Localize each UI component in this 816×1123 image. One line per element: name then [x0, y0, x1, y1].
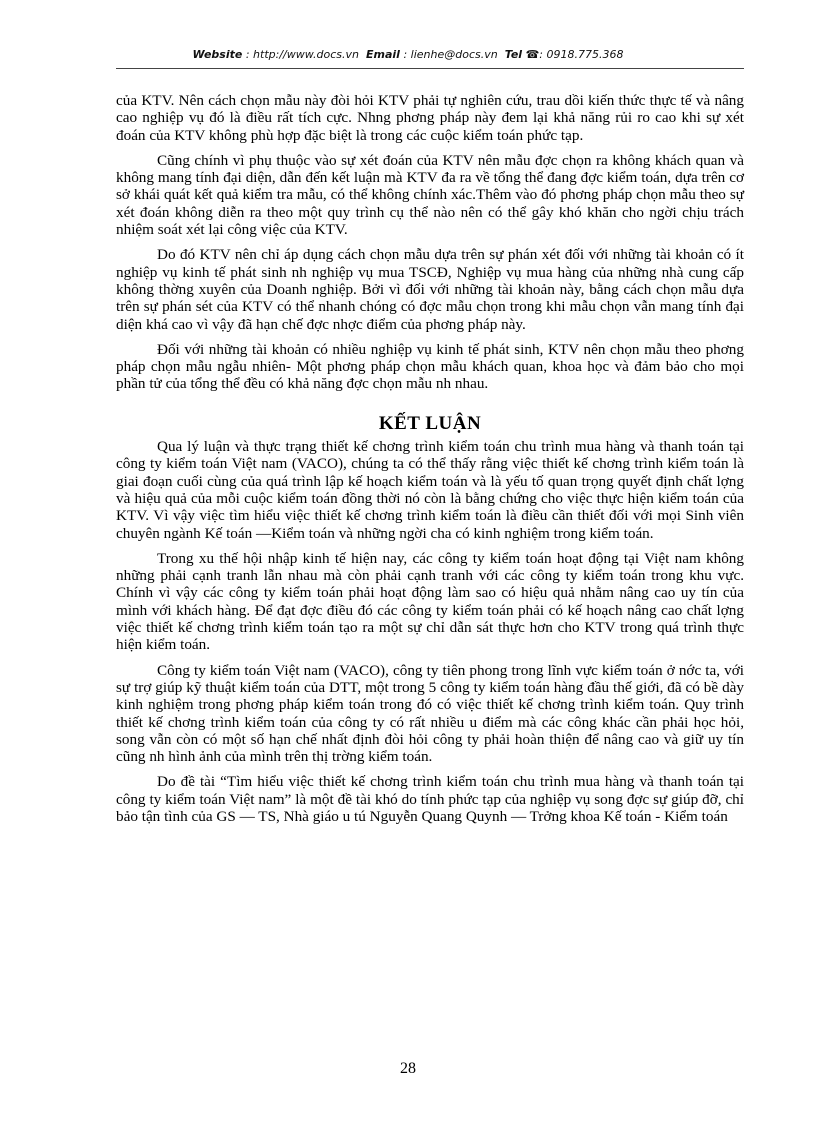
tel-value: : 0918.775.368: [539, 48, 624, 61]
paragraph: Do đó KTV nên chỉ áp dụng cách chọn mẫu dựa trên sự phán xét đối với những tài khoản có ít nghiệp vụ kinh tế phát sinh nh nghiệp vụ mua TSCĐ, Nghiệp vụ mua hàng của những nhà cung cấp không thờng xuyên của Doanh nghiệp. Bởi vì đối với những tài khoản này, bằng cách chọn mẫu dựa trên sự phán sét của KTV có thể nhanh chóng có đợc mẫu chọn trong khi mẫu chọn vẫn mang tính đại diện khá cao vì vậy đã hạn chế đợc nhợc điểm của phơng pháp này.: [116, 246, 744, 333]
page-number: 28: [400, 1060, 416, 1077]
paragraph: Trong xu thế hội nhập kinh tế hiện nay, các công ty kiểm toán hoạt động tại Việt nam không những phải cạnh tranh lẫn nhau mà còn phải cạnh tranh với các công ty kiểm toán trong khu vực. Chính vì vậy các công ty kiểm toán phải hoạt động làm sao có hiệu quả nhằm nâng cao uy tín của mình với khách hàng. Để đạt đợc điều đó các công ty kiểm toán phải có kế hoạch nâng cao chất lợng việc thiết kế chơng trình kiểm toán tạo ra một sự chỉ dẫn sát thực hơn cho KTV trong quá trình thực hiện kiểm toán.: [116, 549, 744, 654]
paragraph: Qua lý luận và thực trạng thiết kế chơng trình kiểm toán chu trình mua hàng và thanh toán tại công ty kiểm toán Việt nam (VACO), chúng ta có thể thấy rằng việc thiết kế chơng trình kiểm toán là giai đoạn cuối cùng của quá trình lập kế hoạch kiểm toán và là yếu tố quan trọng quyết định chất lợng và hiệu quả của mỗi cuộc kiểm toán đồng thời nó còn là bằng chứng cho việc thực hiện kiểm toán của KTV. Vì vậy việc tìm hiểu việc thiết kế chơng trình kiểm toán là điều cần thiết đối với mọi Sinh viên chuyên ngành Kế toán —Kiểm toán và những ngời cha có kinh nghiệm trong kiểm toán.: [116, 438, 744, 542]
email-label: Email: [366, 48, 400, 61]
page-body: [116, 92, 744, 833]
phone-icon: ☎: [525, 48, 540, 61]
website-value: : http://www.docs.vn: [245, 48, 360, 61]
website-label: Website: [192, 48, 243, 61]
paragraph: của KTV. Nên cách chọn mẫu này đòi hỏi KTV phải tự nghiên cứu, trau dồi kiến thức thực tế và nâng cao nghiệp vụ đó là điều rất tích cực. Nhng phơng pháp này đem lại khả năng rủi ro cao khi sự xét đoán của KTV không phù hợp đặc biệt là trong các cuộc kiểm toán phức tạp.: [116, 92, 744, 144]
conclusion-heading: KẾT LUẬN: [378, 412, 482, 434]
page-header: [0, 48, 816, 61]
paragraph: Công ty kiểm toán Việt nam (VACO), công ty tiên phong trong lĩnh vực kiểm toán ở nớc ta, với sự trợ giúp kỹ thuật kiểm toán của DTT, một trong 5 công ty kiểm toán hàng đầu thế giới, đã có bề dày kinh nghiệm trong phơng pháp kiểm toán trong đó có việc thiết kế chơng trình kiểm toán. Quy trình thiết kế chơng trình kiểm toán của công ty có rất nhiều u điểm mà các công khác cần phải học hỏi, song vẫn còn có một số hạn chế nhất định đòi hỏi công ty phải hoàn thiện để nâng cao và giữ uy tín cũng nh hình ảnh của mình trên thị trờng kiểm toán.: [116, 661, 744, 766]
paragraph: Do đề tài “Tìm hiểu việc thiết kế chơng trình kiểm toán chu trình mua hàng và thanh toán tại công ty kiểm toán Việt nam” là một đề tài khó do tính phức tạp của nghiệp vụ song đợc sự giúp đỡ, chỉ bảo tận tình của GS — TS, Nhà giáo u tú Nguyễn Quang Quynh — Trởng khoa Kế toán - Kiểm toán: [116, 773, 744, 825]
header-divider: [116, 68, 744, 69]
paragraph: Cũng chính vì phụ thuộc vào sự xét đoán của KTV nên mẫu đợc chọn ra không khách quan và không mang tính đại diện, dẫn đến kết luận mà KTV đa ra về tổng thể đang đợc kiểm toán, dựa trên cơ sở khái quát kết quả kiểm tra mẫu, có thể không chính xác.Thêm vào đó phơng pháp chọn mẫu theo sự xét đoán không diễn ra theo một quy trình cụ thể nào nên có thể gây khó khăn cho ngời chịu trách nhiệm soát xét lại công việc của KTV.: [116, 151, 744, 239]
paragraph: Đối với những tài khoản có nhiều nghiệp vụ kinh tế phát sinh, KTV nên chọn mẫu theo phơng pháp chọn mẫu ngẫu nhiên- Một phơng pháp chọn mẫu khách quan, khoa học và đảm bảo cho mọi phần tử của tổng thể đều có khả năng đợc chọn mẫu nh nhau.: [116, 340, 744, 393]
email-value: : lienhe@docs.vn: [403, 48, 498, 61]
tel-label: Tel: [504, 48, 523, 61]
